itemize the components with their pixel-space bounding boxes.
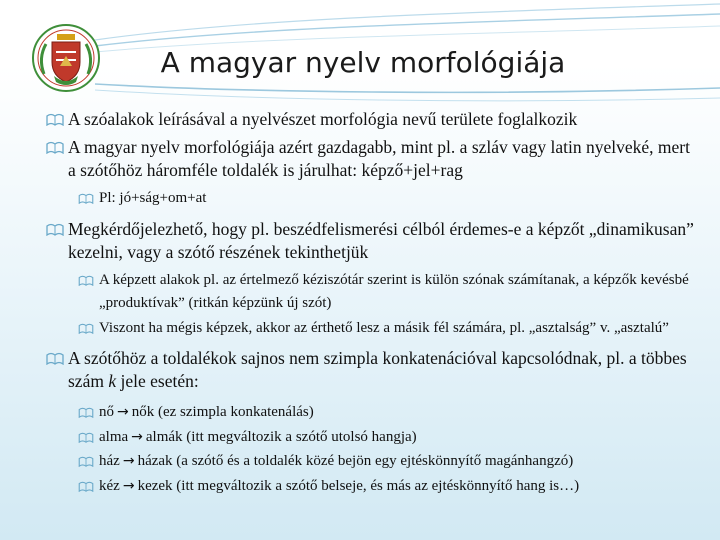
book-bullet-icon (46, 352, 64, 365)
example-from: ház (99, 453, 120, 469)
sub-bullet-item (46, 269, 696, 316)
book-bullet-icon (46, 141, 64, 154)
book-bullet-icon (78, 323, 94, 334)
bullet-item (46, 136, 696, 182)
bullet-text-after: jele esetén: (116, 371, 199, 391)
bullet-text: Megkérdőjelezhető, hogy pl. beszédfelismerési célból érdemes-e a képzőt „dinamikusan” kezelni, vagy a szótő részének tekinthetjük (68, 218, 694, 262)
arrow-right-icon: → (122, 477, 135, 494)
example-from: kéz (99, 477, 120, 494)
book-bullet-icon (78, 456, 94, 467)
book-bullet-icon (46, 113, 64, 126)
example-from: alma (99, 428, 129, 445)
example-to: nők (ez szimpla konkatenálás) (131, 404, 314, 420)
book-bullet-icon (78, 407, 94, 418)
bullet-item (46, 347, 696, 393)
bullet-text-italic: k (108, 371, 117, 391)
example-item (46, 401, 696, 425)
example-item (46, 426, 696, 450)
book-bullet-icon (78, 193, 94, 204)
sub-bullet-text: Viszont ha mégis képzek, akkor az érthető lesz a másik fél számára, pl. „asztalság” v. „asztalú” (99, 319, 669, 336)
arrow-right-icon: → (131, 428, 143, 445)
example-to: almák (itt megváltozik a szótő utolsó hangja) (145, 428, 417, 445)
example-item (46, 450, 696, 474)
bullet-text-before: A szótőhöz a toldalékok sajnos nem szimpla konkatenációval kapcsolódnak, pl. a többes szám (68, 348, 687, 391)
example-to: házak (a szótő és a toldalék közé bejön egy ejtéskönnyítő magánhangzó) (137, 453, 574, 469)
arrow-right-icon: → (122, 453, 135, 469)
example-item (46, 475, 696, 499)
book-bullet-icon (46, 223, 64, 236)
arrow-right-icon: → (117, 404, 129, 420)
sub-bullet-text: Pl: jó+ság+om+at (99, 190, 207, 206)
book-bullet-icon (78, 275, 94, 286)
sub-bullet-text: A képzett alakok pl. az értelmező kéziszótár szerint is külön szónak számítanak, a képzők kevésbé „produktívak” (ritkán képzünk új szót) (99, 271, 689, 311)
example-to: kezek (itt megváltozik a szótő belseje, és más az ejtéskönnyítő hang is…) (137, 477, 580, 494)
bullet-text: A szóalakok leírásával a nyelvészet morfológia nevű területe foglalkozik (68, 109, 578, 129)
sub-bullet-item (46, 187, 696, 211)
slide-content (46, 108, 696, 499)
bullet-text: A magyar nyelv morfológiája azért gazdagabb, mint pl. a szláv vagy latin nyelveké, mert a szótőhöz háromféle toldalék is járulhat: képző+jel+rag (68, 137, 691, 180)
slide-title: A magyar nyelv morfológiája (160, 46, 566, 79)
bullet-item (46, 108, 696, 131)
book-bullet-icon (78, 481, 94, 492)
sub-bullet-item (46, 317, 696, 341)
bullet-item (46, 218, 696, 264)
book-bullet-icon (78, 432, 94, 443)
example-from: nő (99, 404, 114, 420)
